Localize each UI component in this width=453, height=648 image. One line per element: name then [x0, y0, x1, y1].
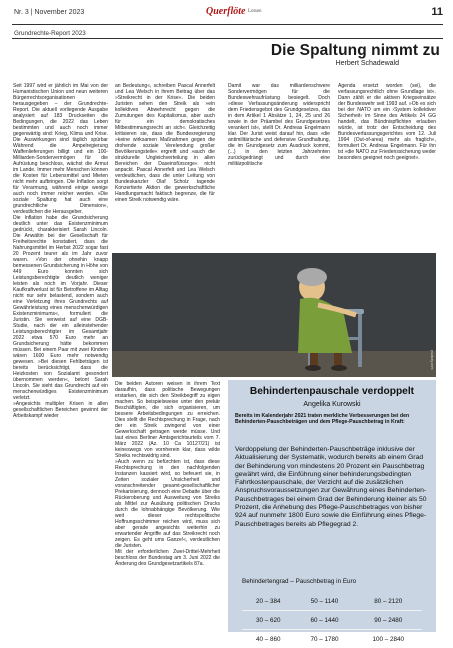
table-row: [242, 630, 422, 648]
infobox-title: Behindertenpauschale verdoppelt: [228, 386, 436, 397]
table-cell: 50 – 1140: [295, 592, 355, 611]
table-cell: 60 – 1440: [295, 611, 355, 630]
page-number: 11: [431, 6, 443, 18]
article-column-1: Seit 1997 wird er jährlich im Mai von der Humanistischen Union und neun weiteren Bürgerrechtsorganisationen herausgegeben – der Grundrechte-Report. Die aktuell vorliegende Ausgabe analysiert auf 183 Druckseiten die Bedingungen, die 2022 das Leben bestimmten und auch noch immer gegenwärtig sind: Krieg, Klima und Krise. Die Auswirkungen sind täglich spürbar Während die Ampelregierung Waffenlieferungen billigt und ein 100-Milliarden-Sondervermögen für die Aufrüstung beschloss, wächst die Armut im Lande. Immer mehr Menschen können die Kosten für Lebensmittel und Mieten nicht mehr aufbringen. Die Inflation sorgt für Verarmung, während einige wenige auch noch immer reicher werden. »Die soziale Spaltung hat auch eine grundrechtliche Dimension«, verdeutlichen die Herausgeber. Die Inflation habe die Grundsicherung deutlich unter das Existenzminimum gedrückt, charakterisiert Sarah Lincoln. Die Anwältin bei der Gesellschaft für Freiheitsrechte konstatiert, dass die Nahrungsmittel im Herbst 2022 sogar fast 20 Prozent teurer als im Jahr zuvor waren. »Von der ohnehin knapp bemessenen Grundsicherung in Höhe von 449 Euro konnten sich Leistungsberechtigte deutlich weniger leisten als noch im Vorjahr. Dieser Kaufkraftverlust ist für Betroffene im Alltag nicht nur sehr belastend, sondern auch eine Verletzung ihres Grundrechts auf Gewährleistung eines menschenwürdigen Existenzminimums«, formuliert die Juristin. Sie verweist auf eine DGB-Studie, nach der ein alleinstehender Leistungsberechtigter im Gesamtjahr 2022 etwa 570 Euro mehr an Grundsicherung hätte bekommen müssen. Bei einem Paar mit zwei Kindern wären 1600 Euro mehr notwendig gewesen. »Bei diesen Fehlbeträgen ist bereits berücksichtigt, dass die Heizkosten von Sozialamt gesondert übernommen werden«, betont Sarah Lincoln. Sie sieht das Grundrecht auf ein menschenwürdiges Existenzminimum verletzt. »Angesichts multipler Krisen in allen gesellschaftlichen Bereichen gewinnt der Arbeitskampf wieder: [13, 83, 108, 635]
table-row: [242, 611, 422, 630]
table-cell: 90 – 2480: [355, 611, 423, 630]
elderly-figure-illustration: [112, 253, 436, 377]
article-column-4-top: Agenda ersetzt worden (sei), die verfassungsrechtlich ohne Grundlage ist«. Dann zählt er die aktiven Kriegseinsätze der Bundeswehr seit 1993 auf. »Ob es sich bei der NATO um ein ›System kollektiver Sicherheit‹ im Sinne des Artikels 24 GG handelt, das Bündnispflichten erlauben würde, ist trotz der Entscheidung des Bundesverfassungsgerichtes vom 12. Juli 1994 (Out-of-area) mehr als fraglich«, formuliert Dr. Andreas Engelmann. Für ihn ist »die NATO zur Friedenssicherung weder besonders geeignet noch geeignet«.: [338, 83, 436, 251]
photo-credit: pixabay.com: [430, 350, 434, 369]
infobox-body: Verdoppelung der Behinderten-Pauschbeträge inklusive der Aktualisierung der Systematik, wodurch bereits ab einem Grad der Behinderung von mindestens 20 Prozent ein Pauschbetrag gewährt wird, die Einführung einer behinderungsbedingten Fahrtkostenpauschale, der Verzicht auf die zusätzlichen Anspruchsvoraussetzungen zur Gewährung eines Behinderten-Pauschbetrages bei einem Grad der Behinderung kleiner als 50 Prozent, die Anhebung des Pflege-Pauschbetrages von bisher 924 auf nunmehr 1800 Euro sowie die Einführung eines Pflege-Pauschbetrages bereits ab Pflegegrad 2.: [235, 446, 430, 529]
magazine-logo: [206, 6, 262, 17]
table-cell: 80 – 2120: [355, 592, 423, 611]
table-row: [242, 592, 422, 611]
table-cell: 30 – 620: [242, 611, 295, 630]
article-column-3-top: Damit war das milliardenschwere Sondervermögen für die Bundeswehraufrüstung besiegelt. Doch »diese Verfassungsänderung widerspricht dem Friedensgebot des Grundgesetzes, das in dem Artikel 1 Absätze 1, 24, 25 und 26 sowie in der Präambel des Grundgesetzes verankert ist«, stellt Dr. Andreas Engelmann klar. Der Jurist weist darauf hin, dass »die antimilitärische und defensive Grundhaltung, die im Grundgesetz zum Ausdruck kommt, (...) in den letzten Jahrzehnten zurückgedrängt und durch eine militärpolitische: [228, 83, 330, 251]
infobox: [228, 380, 436, 632]
article-photo: [112, 253, 436, 377]
article-title: Die Spaltung nimmt zu: [130, 42, 440, 60]
logo-text: uerflöte: [213, 6, 245, 17]
logo-brand: Q: [206, 6, 213, 17]
section-label: Grundrechte-Report 2023: [14, 30, 86, 37]
table-cell: 20 – 384: [242, 592, 295, 611]
issue-label: Nr. 3 | November 2023: [14, 9, 84, 16]
pauschbetrag-table-title: Behindertengrad – Pauschbetrag in Euro: [242, 578, 356, 585]
logo-subtitle: Lotsen: [248, 9, 262, 14]
infobox-lead: Bereits im Kalenderjahr 2021 traten merkliche Verbesserungen bei den Behinderten-Pauschbeträgen und dem Pflege-Pauschbetrag in Kraft:: [235, 413, 430, 426]
infobox-author: Angelika Kurowski: [228, 401, 436, 408]
article-column-2-bottom: Die beiden Autoren weisen in ihrem Text daraufhin, dass politische Bewegungen erstarken, die sich den Streikbegriff zu eigen machen. So beispielsweise unter den prekär Beschäftigten, die sich organisieren, um bessere Arbeitsbedingungen zu erreichen. Dies stellt die Rechtsprechung in Frage, nach der ein Streik zwingend von einer Gewerkschaft getragen werde müsse. Und laut eines Berliner Amtsgerichtsurteils vom 7. März 2022 (Az. 10 Ca 10127/21) ist keineswegs von vornherein klar, dass wilde Streiks rechtswidrig sind. »Auch wenn zu befürchten ist, dass diese Rechtsprechung in den nachfolgenden Instanzen kassiert wird, so befeuert sie, in Zeiten sozialer Unsicherheit und voranschreitender gesamt-gesellschaftlicher Prekarisierung, dennoch eine Debatte über die Rückeroberung und Ausweitung von Streiks als Mittel zur Ausübung politischen Drucks durch die lohnabhängige Bevölkerung. Wie weit dieser rechtspolitische Hoffnungsschimmer reichen wird, muss sich aber gerade angesichts weiterhin zu erwartender Angriffe auf das Streikrecht noch zeigen. Es geht ums Ganze!«, verdeutlichen die Juristen. Mit der erforderlichen Zwei-Drittel-Mehrheit beschloss der Bundestag am 3. Juni 2022 die Änderung des Grundgesetzartikels 87a.: [115, 381, 220, 635]
article-author: Herbert Schadewald: [130, 60, 399, 67]
header-rule: [12, 24, 443, 25]
article-column-2-top: an Bedeutung«, schreiben Pascal Annerfelt und Lea Welsch in ihrem Beitrag über das »Streikrecht in der Krise«. Die beiden Juristen sehen den Streik als »ein kollektives Abwehrrecht gegen die Zumutungen des Kapitalismus, aber auch für ein demokratisches Mitbestimmungsrecht an sich«. Gleichzeitig kritisieren sie, dass die Bundesregierung »keine wirksamen Maßnahmen gegen die drohende soziale Verelendung großer Bevölkerungsteile« ergreift und »auch die strukturelle Ungleichverteilung in allen Bereichen der Daseinsfürsorge« nicht anpackt. Pascal Annerfelt und Lea Welsch verdeutlichen, dass die unter Leitung von Bundeskanzler Olaf Scholz tagende Konzertierte Aktion die gewerkschaftliche Handlungsmacht faktisch begrenze, die für einen Streik notwendig wäre.: [115, 83, 215, 251]
table-cell: 100 – 2840: [355, 630, 423, 648]
table-cell: 70 – 1780: [295, 630, 355, 648]
section-rule: [12, 38, 443, 39]
table-cell: 40 – 860: [242, 630, 295, 648]
